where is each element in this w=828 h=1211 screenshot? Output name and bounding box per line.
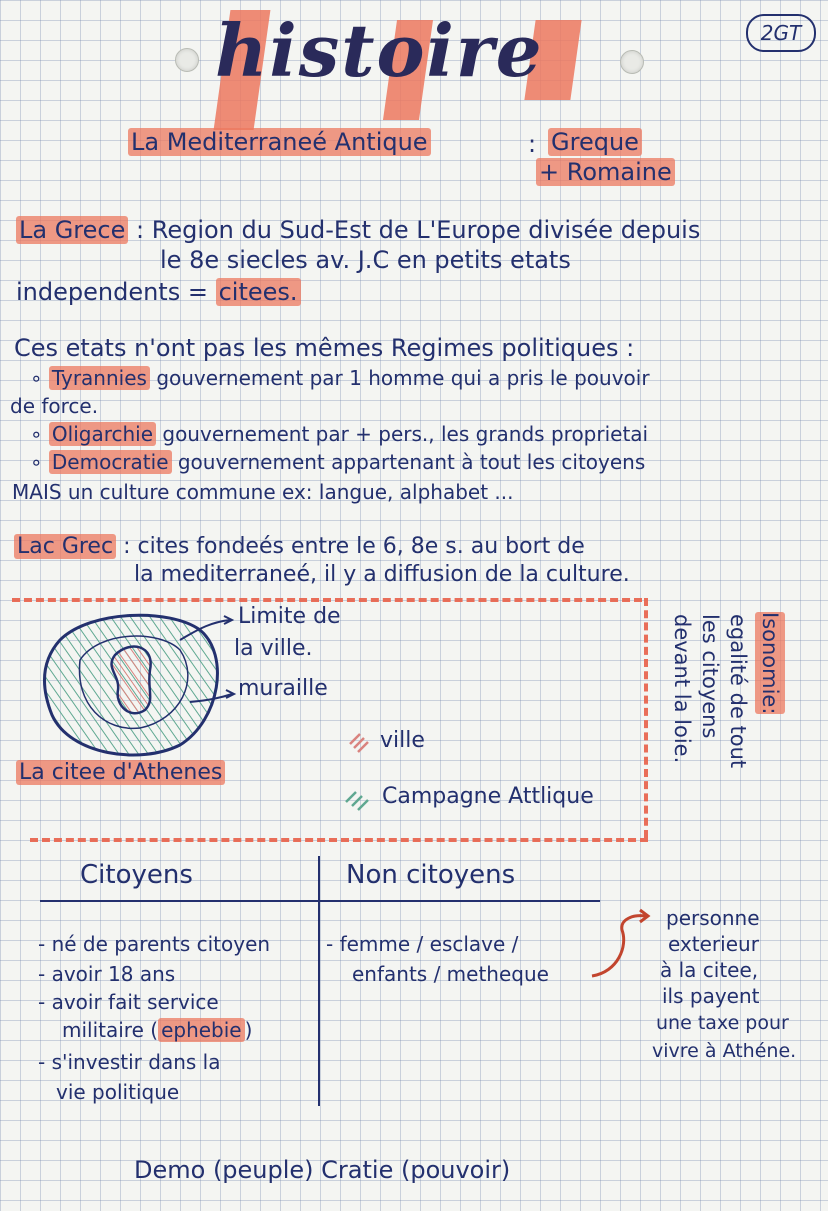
legend-ville-label: ville — [380, 728, 425, 753]
non-citoyens-line2: enfants / metheque — [352, 962, 549, 986]
map-muraille-label: muraille — [238, 676, 328, 701]
bullet-icon: ∘ — [30, 422, 43, 446]
class-badge-label: 2GT — [760, 21, 802, 45]
lac-block — [14, 534, 585, 559]
grece-label: La Grece — [16, 216, 128, 244]
table-header-non-citoyens: Non citoyens — [346, 860, 516, 890]
bullet-icon: ∘ — [30, 450, 43, 474]
isonomie-label-text: Isonomie: — [755, 612, 785, 714]
legend-ville-swatch — [348, 730, 374, 756]
map-limite-line2: la ville. — [234, 636, 313, 661]
table-column-divider — [318, 856, 320, 1106]
subtitle-romaine-text: + Romaine — [536, 158, 675, 186]
map-limite-line1: Limite de — [238, 604, 341, 629]
ephebie-close: ) — [244, 1018, 253, 1042]
subtitle-romaine — [536, 158, 675, 186]
grece-independents: independents — [16, 278, 181, 306]
class-badge — [746, 14, 816, 52]
citoyens-item-4b: vie politique — [56, 1080, 180, 1104]
oligarchie-label: Oligarchie — [49, 422, 156, 446]
table-header-rule — [40, 900, 600, 902]
punch-hole-right — [620, 50, 644, 74]
regime-tyrannie — [30, 366, 650, 390]
legend-campagne-swatch — [344, 786, 374, 812]
citoyens-item-1: - né de parents citoyen — [38, 932, 271, 956]
grece-citees: citees. — [216, 278, 301, 306]
grece-line2: le 8e siecles av. J.C en petits etats — [160, 246, 571, 274]
democratie-label: Democratie — [49, 450, 172, 474]
metheque-arrow — [588, 906, 658, 986]
regime-democratie — [30, 450, 645, 474]
citoyens-item-4: - s'investir dans la — [38, 1050, 221, 1074]
metheque-note-2: exterieur — [668, 932, 759, 956]
isonomie-line2: les citoyens — [698, 614, 722, 739]
regimes-mais: MAIS un culture commune ex: langue, alphabet ... — [12, 480, 514, 504]
grece-block — [16, 216, 700, 244]
lac-line2: la mediterraneé, il y a diffusion de la culture. — [134, 562, 630, 587]
ephebie-label: ephebie — [158, 1018, 245, 1042]
regime-oligarchie — [30, 422, 648, 446]
map-caption-text: La citee d'Athenes — [16, 760, 225, 785]
dashed-frame-bottom — [30, 838, 648, 842]
bullet-icon: ∘ — [30, 366, 43, 390]
lac-label: Lac Grec — [14, 534, 116, 559]
isonomie-label — [758, 612, 782, 714]
isonomie-line1: egalité de tout — [726, 614, 750, 769]
grece-equals: = — [187, 278, 208, 306]
legend-campagne-label: Campagne Attlique — [382, 784, 594, 809]
subtitle-greque — [548, 128, 642, 156]
tyrannie-text2: de force. — [10, 394, 99, 418]
page-title: histoire — [215, 8, 544, 93]
tyrannie-label: Tyrannies — [49, 366, 150, 390]
democratie-text: gouvernement appartenant à tout les citoyens — [177, 450, 646, 474]
subtitle-greque-text: Greque — [548, 128, 642, 156]
non-citoyens-line1: - femme / esclave / — [326, 932, 519, 956]
metheque-note-1: personne — [666, 906, 760, 930]
metheque-note-6: vivre à Athéne. — [652, 1040, 797, 1062]
grece-line3 — [16, 278, 301, 306]
subtitle-main — [128, 128, 431, 156]
subtitle-sep: : — [528, 130, 537, 158]
grece-line1: : Region du Sud-Est de L'Europe divisée depuis — [136, 216, 701, 244]
dashed-frame-right — [644, 598, 648, 838]
table-header-citoyens: Citoyens — [80, 860, 193, 890]
subtitle-main-text: La Mediterraneé Antique — [128, 128, 431, 156]
metheque-note-5: une taxe pour — [656, 1012, 789, 1034]
metheque-note-4: ils payent — [662, 984, 760, 1008]
tyrannie-text: gouvernement par 1 homme qui a pris le pouvoir — [156, 366, 650, 390]
map-arrows — [150, 610, 240, 710]
citoyens-item-3b — [62, 1018, 252, 1042]
citoyens-militaire: militaire ( — [62, 1018, 159, 1042]
oligarchie-text: gouvernement par + pers., les grands proprietai — [162, 422, 649, 446]
map-caption — [16, 760, 225, 785]
lac-line1: : cites fondeés entre le 6, 8e s. au bort de — [123, 534, 585, 559]
punch-hole-left — [175, 48, 199, 72]
citoyens-item-3: - avoir fait service — [38, 990, 219, 1014]
metheque-note-3: à la citee, — [660, 958, 759, 982]
citoyens-item-2: - avoir 18 ans — [38, 962, 176, 986]
footer-etymology: Demo (peuple) Cratie (pouvoir) — [134, 1156, 511, 1184]
regimes-intro: Ces etats n'ont pas les mêmes Regimes politiques : — [14, 334, 635, 362]
isonomie-line3: devant la loie. — [670, 614, 694, 764]
